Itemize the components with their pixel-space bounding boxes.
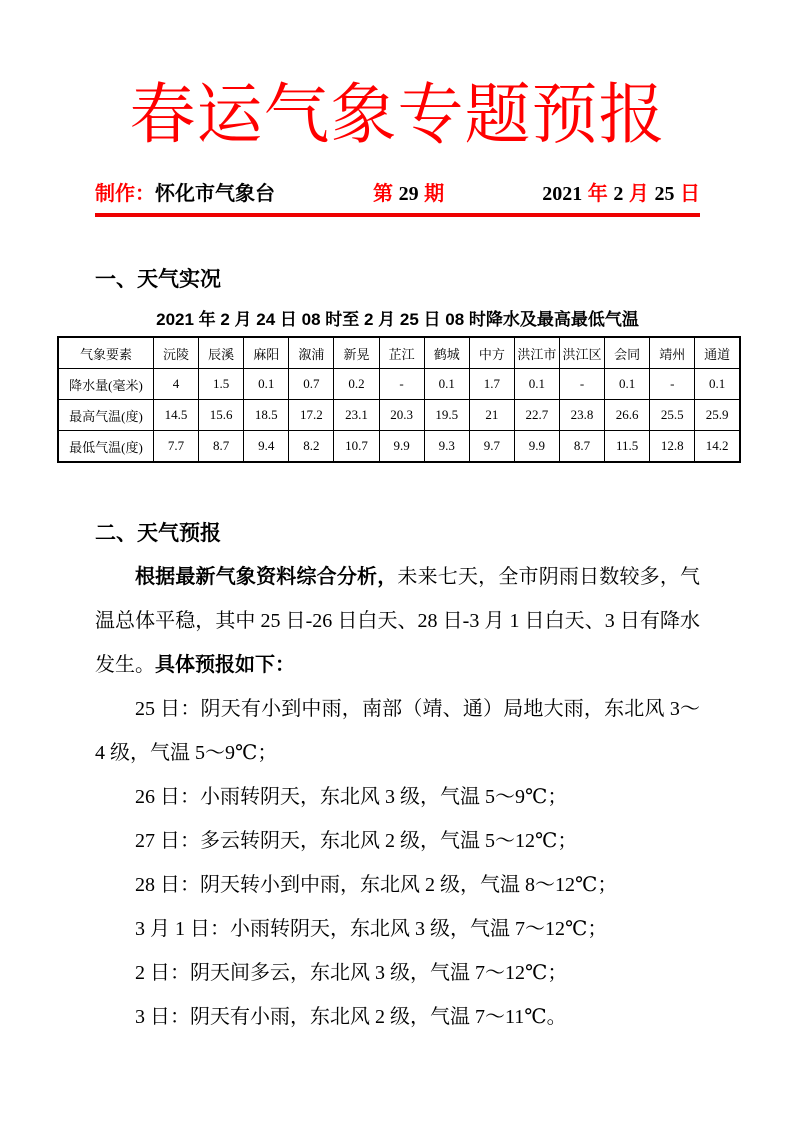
section1-heading: 一、天气实况 — [95, 268, 221, 291]
table-cell-value: 1.7 — [469, 369, 514, 400]
table-header-station: 中方 — [469, 337, 514, 369]
table-cell-value: 0.1 — [514, 369, 559, 400]
table-cell-value: 17.2 — [289, 400, 334, 431]
header-divider — [95, 213, 700, 217]
table-cell-value: 12.8 — [650, 431, 695, 463]
producer-name: 怀化市气象台 — [155, 183, 275, 205]
table-cell-value: 4 — [154, 369, 199, 400]
table-cell-value: 25.5 — [650, 400, 695, 431]
forecast-intro — [95, 555, 700, 687]
section2-heading: 二、天气预报 — [95, 522, 221, 545]
table-cell-value: 20.3 — [379, 400, 424, 431]
table-header-station: 鹤城 — [424, 337, 469, 369]
table-row — [58, 369, 740, 400]
table-cell-value: 0.1 — [424, 369, 469, 400]
table-cell-value: 8.7 — [559, 431, 604, 463]
table-cell-value: 9.3 — [424, 431, 469, 463]
table-header-station: 洪江市 — [514, 337, 559, 369]
table-row — [58, 400, 740, 431]
table-header-station: 靖州 — [650, 337, 695, 369]
issue-date: 2021 年 2 月 25 日 — [542, 183, 700, 205]
table-cell-value: 0.1 — [695, 369, 740, 400]
table-caption: 2021 年 2 月 24 日 08 时至 2 月 25 日 08 时降水及最高最低气温 — [156, 310, 639, 329]
table-cell-value: 9.7 — [469, 431, 514, 463]
table-cell-value: 18.5 — [244, 400, 289, 431]
table-cell-value: 14.2 — [695, 431, 740, 463]
table-cell-value: 23.8 — [559, 400, 604, 431]
table-cell-value: 9.9 — [379, 431, 424, 463]
table-header-station: 辰溪 — [199, 337, 244, 369]
forecast-item: 26 日：小雨转阴天，东北风 3 级，气温 5～9℃； — [135, 786, 568, 808]
table-cell-value: 8.2 — [289, 431, 334, 463]
producer-label: 制作： — [95, 183, 155, 205]
byline — [95, 177, 700, 206]
forecast-item: 3 日：阴天有小雨，东北风 2 级，气温 7～11℃。 — [135, 1006, 567, 1028]
table-cell-value: 0.7 — [289, 369, 334, 400]
table-cell-value: 14.5 — [154, 400, 199, 431]
forecast-list — [95, 687, 700, 1039]
table-header-station: 沅陵 — [154, 337, 199, 369]
table-cell-value: - — [379, 369, 424, 400]
issue-number: 第 29 期 — [373, 183, 445, 205]
table-cell-value: 8.7 — [199, 431, 244, 463]
producer — [95, 177, 275, 206]
forecast-item: 28 日：阴天转小到中雨，东北风 2 级，气温 8～12℃； — [135, 874, 618, 896]
forecast-item: 27 日：多云转阴天，东北风 2 级，气温 5～12℃； — [135, 830, 578, 852]
table-cell-value: 7.7 — [154, 431, 199, 463]
table-row-label: 最低气温(度) — [58, 431, 154, 463]
table-cell-value: 0.1 — [244, 369, 289, 400]
table-cell-value: 9.9 — [514, 431, 559, 463]
table-row-label: 最高气温(度) — [58, 400, 154, 431]
table-cell-value: 0.1 — [605, 369, 650, 400]
table-cell-value: - — [559, 369, 604, 400]
forecast-item: 3 月 1 日：小雨转阴天，东北风 3 级，气温 7～12℃； — [135, 918, 608, 940]
table-cell-value: - — [650, 369, 695, 400]
table-cell-value: 19.5 — [424, 400, 469, 431]
table-cell-value: 9.4 — [244, 431, 289, 463]
table-cell-value: 0.2 — [334, 369, 379, 400]
table-header-station: 通道 — [695, 337, 740, 369]
table-header-element: 气象要素 — [58, 337, 154, 369]
table-cell-value: 11.5 — [605, 431, 650, 463]
table-header-station: 会同 — [605, 337, 650, 369]
table-cell-value: 21 — [469, 400, 514, 431]
table-header-station: 溆浦 — [289, 337, 334, 369]
forecast-intro-text: 未来七天，全市阴雨日数较多，气温总体平稳，其中 25 日-26 日白天、28 日-3 月 1 日白天、3 日有降水发生。 — [95, 566, 701, 676]
table-header-station: 新晃 — [334, 337, 379, 369]
forecast-body — [95, 555, 700, 1039]
table-header-station: 洪江区 — [559, 337, 604, 369]
weather-observation-table — [57, 336, 741, 463]
page-title: 春运气象专题预报 — [129, 79, 666, 152]
table-cell-value: 26.6 — [605, 400, 650, 431]
table-cell-value: 25.9 — [695, 400, 740, 431]
table-header-station: 芷江 — [379, 337, 424, 369]
forecast-item: 2 日：阴天间多云，东北风 3 级，气温 7～12℃； — [135, 962, 568, 984]
table-cell-value: 1.5 — [199, 369, 244, 400]
table-row-label: 降水量(毫米) — [58, 369, 154, 400]
table-cell-value: 10.7 — [334, 431, 379, 463]
table-row — [58, 431, 740, 463]
forecast-intro-lead: 根据最新气象资料综合分析， — [135, 566, 398, 588]
table-cell-value: 15.6 — [199, 400, 244, 431]
table-header-station: 麻阳 — [244, 337, 289, 369]
table-cell-value: 22.7 — [514, 400, 559, 431]
forecast-intro-tail: 具体预报如下： — [155, 654, 295, 676]
table-header-row — [58, 337, 740, 369]
forecast-item: 25 日：阴天有小到中雨，南部（靖、通）局地大雨，东北风 3～4 级，气温 5～9℃； — [95, 698, 700, 764]
table-cell-value: 23.1 — [334, 400, 379, 431]
